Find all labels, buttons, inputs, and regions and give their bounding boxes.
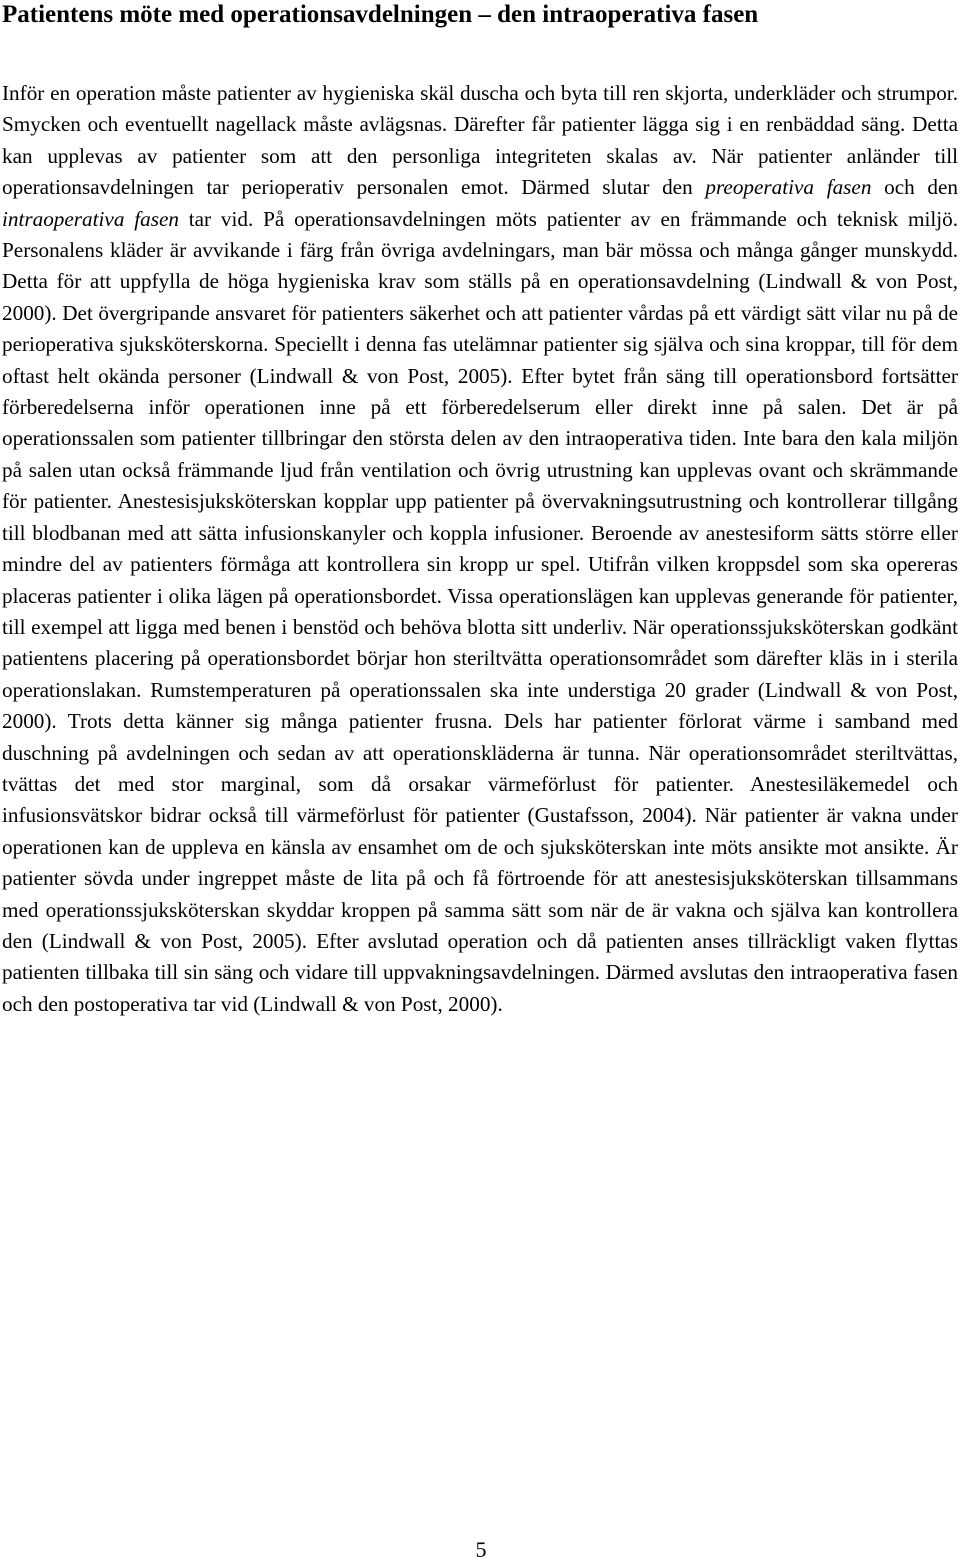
paragraph-text-part-2: och den xyxy=(871,175,958,200)
section-heading: Patientens möte med operationsavdelningen – den intraoperativa fasen xyxy=(2,1,759,28)
page-number: 5 xyxy=(475,1537,487,1562)
body-paragraph xyxy=(2,78,958,1020)
paragraph-text-part-3: tar vid. På operationsavdelningen möts patienter av en främmande och teknisk miljö. Personalens kläder är avvikande i färg från övriga avdelningars, man bär mössa och många gånger munskydd. Detta för att uppfylla de höga hygieniska krav som ställs på en operationsavdelning (Lindwall & von Post, 2000). Det övergripande ansvaret för patienters säkerhet och att patienter vårdas på ett värdigt sätt vilar nu på de perioperativa sjuksköterskorna. Speciellt i denna fas utelämnar patienter sig själva och sina kroppar, till för dem oftast helt okända personer (Lindwall & von Post, 2005). Efter bytet från säng till operationsbord fortsätter förberedelserna inför operationen inne på ett förberedelserum eller direkt inne på salen. Det är på operationssalen som patienter tillbringar den största delen av den intraoperativa tiden. Inte bara den kala miljön på salen utan också främmande ljud från ventilation och övrig utrustning kan upplevas ovant och skrämmande för patienter. Anestesisjuksköterskan kopplar upp patienter på övervakningsutrustning och kontrollerar tillgång till blodbanan med att sätta infusionskanyler och koppla infusioner. Beroende av anestesiform sätts större eller mindre del av patienters förmåga att kontrollera sin kropp ur spel. Utifrån vilken kroppsdel som ska opereras placeras patienter i olika lägen på operationsbordet. Vissa operationslägen kan upplevas generande för patienter, till exempel att ligga med benen i benstöd och behöva blotta sitt underliv. När operationssjuksköterskan godkänt patientens placering på operationsbordet börjar hon steriltvätta operationsområdet som därefter kläs in i sterila operationslakan. Rumstemperaturen på operationssalen ska inte understiga 20 grader (Lindwall & von Post, 2000). Trots detta känner sig många patienter frusna. Dels har patienter förlorat värme i samband med duschning på avdelningen och sedan av att operationskläderna är tunna. När operationsområdet steriltvättas, tvättas det med stor marginal, som då orsakar värmeförlust för patienter. Anestesiläkemedel och infusionsvätskor bidrar också till värmeförlust för patienter (Gustafsson, 2004). När patienter är vakna under operationen kan de uppleva en känsla av ensamhet om de och sjuksköterskan inte möts ansikte mot ansikte. Är patienter sövda under ingreppet måste de lita på och få förtroende för att anestesisjuksköterskan tillsammans med operationssjuksköterskan skyddar kroppen på samma sätt som när de är vakna och själva kan kontrollera den (Lindwall & von Post, 2005). Efter avslutad operation och då patienten anses tillräckligt vaken flyttas patienten tillbaka till sin säng och vidare till uppvakningsavdelningen. Därmed avslutas den intraoperativa fasen och den postoperativa tar vid (Lindwall & von Post, 2000). xyxy=(2,206,958,1016)
paragraph-text-part-1: Inför en operation måste patienter av hygieniska skäl duscha och byta till ren skjorta, underkläder och strumpor. Smycken och eventuellt nagellack måste avlägsnas. Därefter får patienter lägga sig i en renbäddad säng. Detta kan upplevas av patienter som att den personliga integriteten skalas av. När patienter anländer till operationsavdelningen tar perioperativ personalen emot. Därmed slutar den xyxy=(2,81,958,200)
italic-term-preoperativa: preoperativa fasen xyxy=(705,175,872,200)
italic-term-intraoperativa: intraoperativa fasen xyxy=(2,206,179,231)
